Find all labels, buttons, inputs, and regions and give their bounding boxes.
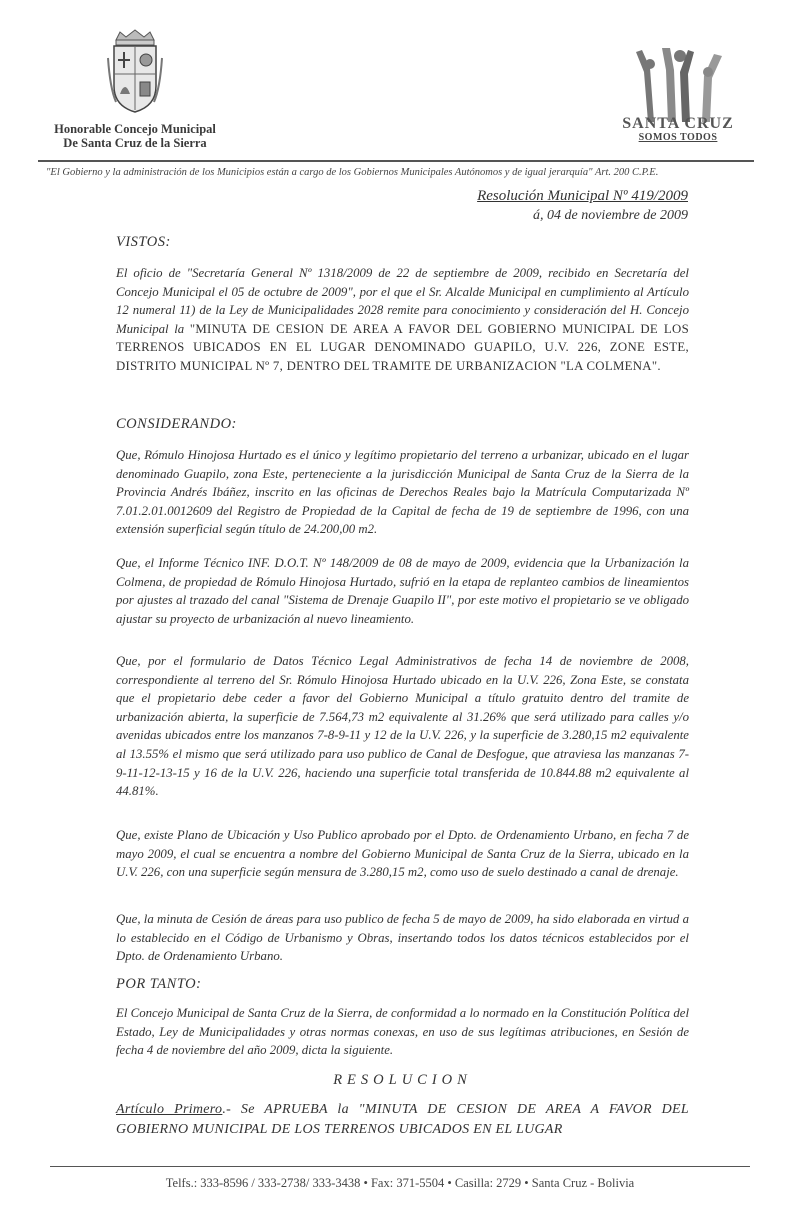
considerando-paragraph-1: Que, Rómulo Hinojosa Hurtado es el único y legítimo propietario del terreno a urbanizar, ubicado en el lugar denominado Guapilo, zona Este, perteneciente a la jurisdicción Municipal de Santa Cruz de la Sierra de la Provincia Andrés Ibáñez, inscrito en las oficinas de Derechos Reales bajo la Matrícula Computarizada Nº 7.01.2.01.0012609 del Registro de Propiedad de la Capital de fecha de 19 de septiembre de 1996, con una extensión superficial según título de 24.200,00 m2.: [116, 448, 689, 537]
portanto-paragraph: El Concejo Municipal de Santa Cruz de la Sierra, de conformidad a lo normado en la Constitución Política del Estado, Ley de Municipalidades y otras normas conexas, en uso de sus legítimas atribuciones, en Sesión de fecha 4 de noviembre del año 2009, dicta la siguiente.: [116, 1006, 689, 1058]
vistos-text: El oficio de "Secretaría General Nº 1318/2009 de 22 de septiembre de 2009, recibido en Secretaría del Concejo Municipal el 05 de octubre de 2009", por el que el Sr. Alcalde Municipal en cumplimiento al Artículo 12 numeral 11) de la Ley de Municipalidades 2028 remite para conocimiento y consideración del H. Concejo Municipal la: [116, 266, 689, 336]
considerando-paragraph-5: Que, la minuta de Cesión de áreas para uso publico de fecha 5 de mayo de 2009, ha sido elaborada en virtud a lo establecido en el Código de Urbanismo y Obras, insertando todos los datos técnicos establecidos por el Dpto. de Ordenamiento Urbano.: [116, 912, 689, 964]
council-name-line2: De Santa Cruz de la Sierra: [63, 136, 207, 150]
coat-of-arms-icon: [106, 28, 164, 116]
vistos-minuta-title: "MINUTA DE CESION DE AREA A FAVOR DEL GOBIERNO MUNICIPAL DE LOS TERRENOS UBICADOS EN EL LUGAR DENOMINADO GUAPILO, U.V. 226, ZONE ESTE, DISTRITO MUNICIPAL Nº 7, DENTRO DEL TRAMITE DE URBANIZACION "LA COLMENA".: [116, 321, 690, 373]
brand-name: SANTA CRUZ: [622, 115, 734, 132]
council-name-line1: Honorable Concejo Municipal: [54, 122, 216, 136]
portanto-heading: POR TANTO:: [116, 976, 202, 992]
vistos-heading: VISTOS:: [116, 234, 171, 250]
constitutional-motto: "El Gobierno y la administración de los Municipios están a cargo de los Gobiernos Municipales Autónomos y de igual jerarquía" Art. 200 C.P.E.: [46, 167, 659, 178]
santa-cruz-logo: [612, 42, 744, 143]
footer-contact: Telfs.: 333-8596 / 333-2738/ 333-3438 • Fax: 371-5504 • Casilla: 2729 • Santa Cruz - Bolivia: [165, 1176, 635, 1190]
considerando-paragraph-3: Que, por el formulario de Datos Técnico Legal Administrativos de fecha 14 de noviembre de 2008, correspondiente al terreno del Sr. Rómulo Hinojosa Hurtado ubicado en la U.V. 226, Zona Este, se constata que el propietario debe ceder a favor del Gobierno Municipal a título gratuito dentro del tramite de urbanización abierta, la superficie de 7.564,73 m2 equivalente al 31.26% que será utilizado para calles y/o avenidas ubicados entre los manzanos 7-8-9-11 y 12 de la U.V. 226, y la superficie de 3.280,15 m2 equivalente al 13.55% el mismo que será utilizado para uso publico de Canal de Desfogue, que atraviesa las manzanas 7-9-11-12-13-15 y 16 de la U.V. 226, haciendo una superficie total transferida de 10.844.88 m2 equivalente al 44.81%.: [116, 654, 689, 799]
header-divider: [38, 160, 754, 162]
brand-tagline: SOMOS TODOS: [638, 132, 718, 143]
resolution-title: Resolución Municipal Nº 419/2009: [477, 188, 688, 204]
considerando-paragraph-4: Que, existe Plano de Ubicación y Uso Publico aprobado por el Dpto. de Ordenamiento Urbano, en fecha 7 de mayo 2009, el cual se encuentra a nombre del Gobierno Municipal de Santa Cruz de la Sierra, ubicado en la U.V. 226, con una superficie según mensura de 3.280,15 m2, como uso de suelo destinado a canal de drenaje.: [116, 828, 689, 880]
considerando-paragraph-2: Que, el Informe Técnico INF. D.O.T. Nº 148/2009 de 08 de mayo de 2009, evidencia que la Urbanización la Colmena, de propiedad de Rómulo Hinojosa Hurtado, sufrió en la etapa de replanteo cambios de lineamientos por ajustes al trazado del canal "Sistema de Drenaje Guapilo II", por este motivo el propietario se ve obligado ajustar su proyecto de urbanización al nuevo lineamiento.: [116, 556, 689, 626]
vistos-paragraph: [116, 264, 689, 376]
articulo-primero-text: .- Se APRUEBA la "MINUTA DE CESION DE AREA A FAVOR DEL GOBIERNO MUNICIPAL DE LOS TERRENOS UBICADOS EN EL LUGAR: [116, 1102, 689, 1137]
articulo-primero-label: Artículo Primero: [116, 1102, 223, 1117]
santa-cruz-people-logo-icon: [618, 42, 738, 122]
resolution-date: á, 04 de noviembre de 2009: [533, 208, 688, 223]
footer-divider: [50, 1166, 750, 1167]
articulo-primero: [116, 1100, 689, 1140]
resolucion-heading: RESOLUCION: [333, 1072, 472, 1088]
council-header: [40, 28, 230, 150]
considerando-heading: CONSIDERANDO:: [116, 416, 237, 432]
